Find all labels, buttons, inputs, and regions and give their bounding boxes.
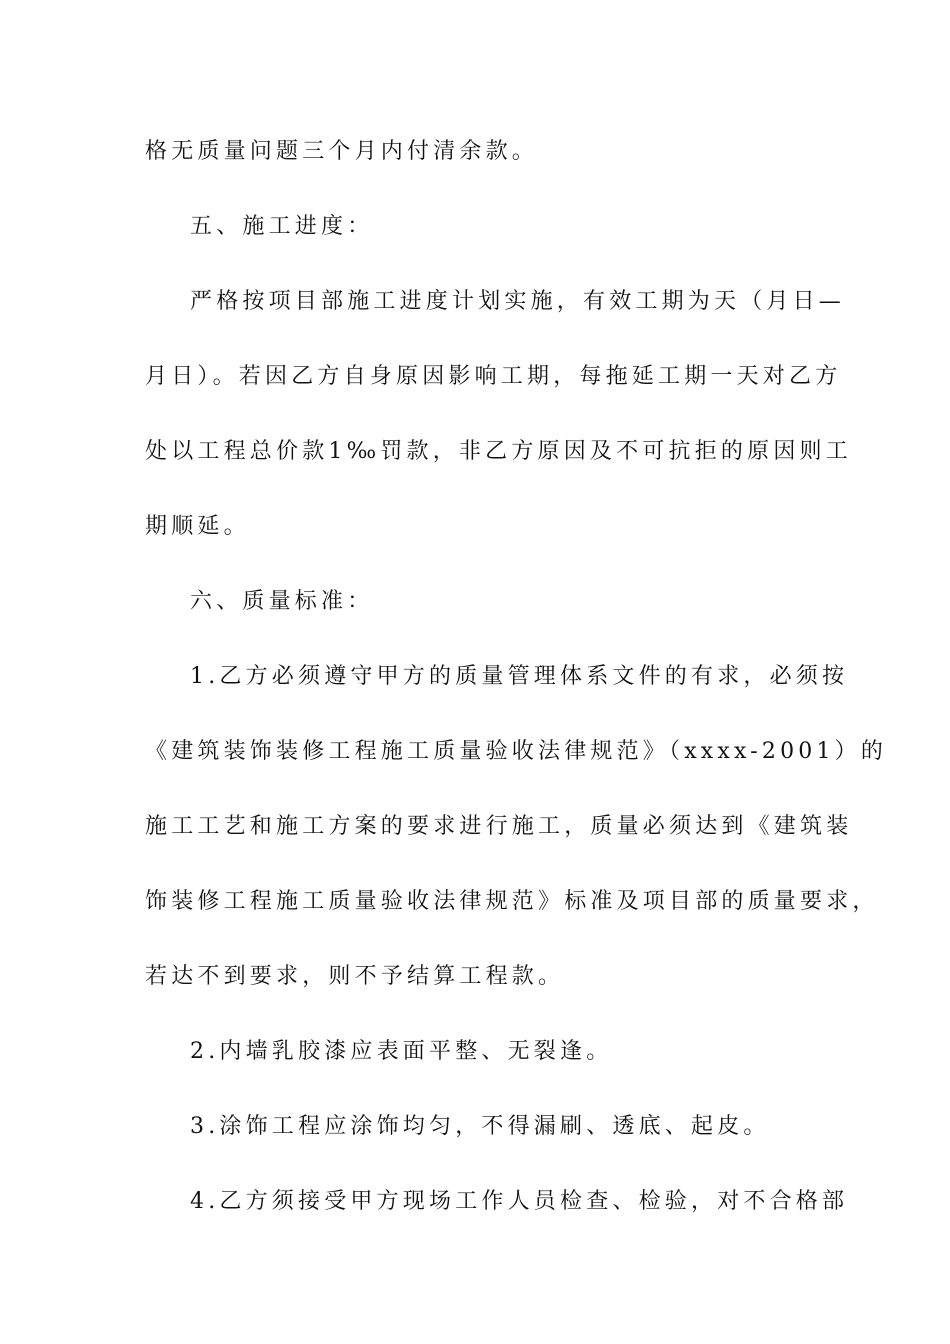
paragraph-line: 3.涂饰工程应涂饰均匀，不得漏刷、透底、起皮。 [190, 1114, 770, 1139]
paragraph-line: 期顺延。 [145, 514, 250, 539]
paragraph-line: 《建筑装饰装修工程施工质量验收法律规范》（xxxx-2001）的 [145, 739, 888, 764]
paragraph-line: 2.内墙乳胶漆应表面平整、无裂逢。 [190, 1039, 613, 1064]
paragraph-line: 若达不到要求，则不予结算工程款。 [145, 964, 565, 989]
paragraph-line: 施工工艺和施工方案的要求进行施工，质量必须达到《建筑装 [145, 814, 853, 839]
paragraph-line: 格无质量问题三个月内付清余款。 [145, 139, 539, 164]
paragraph-line: 4.乙方须接受甲方现场工作人员检查、检验，对不合格部 [190, 1189, 849, 1214]
paragraph-line: 月日）。若因乙方自身原因影响工期，每拖延工期一天对乙方 [145, 364, 842, 389]
section-heading-quality: 六、质量标准： [190, 589, 374, 614]
section-heading-schedule: 五、施工进度： [190, 214, 374, 239]
paragraph-line: 处以工程总价款1‰罚款，非乙方原因及不可抗拒的原因则工 [145, 439, 852, 464]
paragraph-line: 严格按项目部施工进度计划实施，有效工期为天（月日— [190, 289, 846, 314]
paragraph-line: 1.乙方必须遵守甲方的质量管理体系文件的有求，必须按 [190, 664, 849, 689]
paragraph-line: 饰装修工程施工质量验收法律规范》标准及项目部的质量要求， [145, 889, 879, 914]
